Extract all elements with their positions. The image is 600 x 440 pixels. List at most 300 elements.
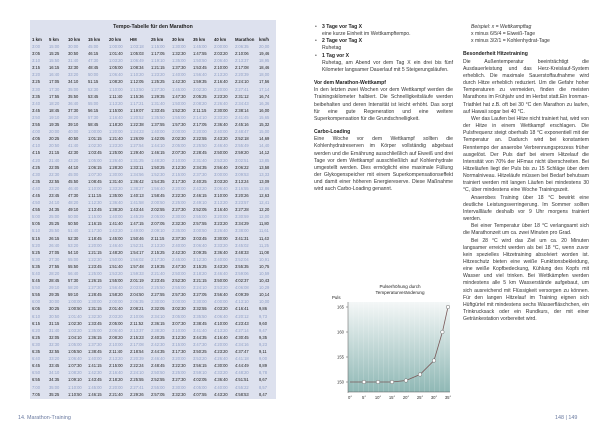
table-cell: 22:05 bbox=[49, 164, 60, 170]
table-cell: 2:11:52 bbox=[130, 320, 144, 326]
table-cell: 2:48:45 bbox=[151, 363, 165, 369]
table-cell: 1:49:00 bbox=[130, 228, 144, 234]
table-cell: 3:03:20 bbox=[214, 178, 228, 184]
table-cell: 25:50 bbox=[49, 228, 60, 234]
table-cell: 57:30 bbox=[88, 114, 99, 120]
table-cell: 3:03:45 bbox=[193, 235, 207, 241]
table-cell: 1:34:56 bbox=[130, 171, 144, 177]
table-cell: 32:05 bbox=[49, 334, 60, 340]
table-cell: 1:37:55 bbox=[151, 122, 165, 128]
y-axis-label: Puls bbox=[332, 295, 341, 300]
table-cell: 3:05 bbox=[32, 51, 40, 57]
table-cell: 2:44:35 bbox=[151, 349, 165, 355]
table-cell: 2:30:00 bbox=[172, 214, 186, 220]
table-row bbox=[32, 57, 274, 64]
table-cell: 3:09:53 bbox=[235, 171, 249, 177]
table-cell: 10,29 bbox=[259, 285, 270, 291]
table-cell: 56:40 bbox=[68, 271, 79, 276]
table-cell: 11,80 bbox=[259, 221, 269, 227]
table-cell: 1:03:20 bbox=[68, 327, 82, 333]
table-cell: 1:52:30 bbox=[151, 171, 165, 177]
paragraph: Die Außentemperatur beeinträchtigt die Ausdauerleistung und das Herz-Kreislauf-System erheblich. Die maximale Sauerstoffaufnahme wird durch Hitze erheblich reduziert. Um die Gefahr hoher Temperaturen zu vermeiden, finden die meisten Marathons im Frühjahr und im Herbst statt.Ein Ironman-Triathlet hat z.B. oft bei 30 °C den Marathon zu laufen, auf Hawaii sogar bei 40 °C. bbox=[463, 58, 589, 115]
table-cell: 3:23:57 bbox=[235, 200, 249, 206]
y-tick-label: 150 bbox=[337, 379, 344, 385]
table-cell: 1:40:13 bbox=[130, 192, 144, 198]
table-cell: 4:20:12 bbox=[235, 313, 249, 319]
table-cell: 29:10 bbox=[49, 285, 60, 291]
table-cell: 1:42:30 bbox=[88, 370, 102, 376]
table-cell: 46:40 bbox=[68, 185, 79, 191]
table-cell: 2:37:30 bbox=[172, 235, 186, 241]
column-header: 20 km bbox=[109, 36, 122, 42]
table-cell: 2:40:00 bbox=[214, 129, 228, 135]
column-header: 15 km bbox=[88, 36, 101, 42]
table-cell: 4:06:40 bbox=[214, 313, 228, 319]
table-cell: 4:05:00 bbox=[193, 384, 207, 390]
table-cell: 1:12:05 bbox=[130, 79, 144, 85]
table-cell: 2:17:08 bbox=[235, 65, 249, 71]
table-cell: 26:15 bbox=[49, 235, 60, 241]
data-point-marker bbox=[404, 379, 408, 383]
middle-column bbox=[314, 24, 453, 193]
table-cell: 25:00 bbox=[49, 214, 60, 220]
y-tick-label: 155 bbox=[337, 354, 344, 360]
table-cell: 4:34:16 bbox=[235, 341, 249, 347]
table-cell: 1:36:15 bbox=[88, 334, 102, 340]
table-cell: 1:20:00 bbox=[109, 129, 123, 135]
table-cell: 2:10:06 bbox=[130, 313, 144, 319]
table-cell: 20:50 bbox=[49, 143, 60, 149]
table-cell: 3:33:20 bbox=[214, 242, 228, 248]
table-cell: 16,00 bbox=[259, 107, 270, 113]
table-cell: 22:30 bbox=[49, 171, 60, 177]
table-cell: 1:21:40 bbox=[109, 136, 123, 142]
table-cell: 2:21:40 bbox=[109, 391, 123, 397]
table-cell: 48:45 bbox=[88, 65, 99, 71]
table-cell: 27:30 bbox=[49, 256, 60, 262]
table-cell: 1:37:30 bbox=[172, 65, 186, 71]
table-cell: 9,86 bbox=[259, 306, 267, 312]
table-cell: 2:57:30 bbox=[172, 292, 186, 298]
table-cell: 1:51:40 bbox=[109, 263, 123, 269]
chart-title: Temperaturveränderung bbox=[375, 290, 425, 295]
table-cell: 59:10 bbox=[68, 292, 79, 298]
x-tick-label: 5° bbox=[361, 395, 367, 400]
table-cell: 3:36:40 bbox=[214, 249, 228, 255]
table-cell: 1:01:40 bbox=[109, 51, 123, 57]
table-cell: 1:47:15 bbox=[130, 221, 144, 227]
table-cell: 4:30 bbox=[32, 171, 40, 177]
table-cell: 2:05:25 bbox=[193, 93, 207, 99]
table-cell: 2:33:20 bbox=[214, 114, 228, 120]
table-cell: 1:03:18 bbox=[130, 44, 144, 49]
table-cell: 1:52:30 bbox=[172, 107, 186, 113]
table-cell: 1:26:09 bbox=[130, 136, 144, 142]
table-cell: 3:13:20 bbox=[214, 200, 228, 206]
table-cell: 1:11:15 bbox=[88, 192, 102, 198]
table-cell: 1:45:00 bbox=[193, 44, 207, 49]
table-cell: 17,14 bbox=[259, 86, 270, 92]
table-cell: 2:20:00 bbox=[193, 129, 207, 135]
pulse-temperature-chart bbox=[330, 282, 455, 402]
table-cell: 1:16:15 bbox=[88, 221, 102, 227]
table-cell: 4:27:14 bbox=[235, 327, 249, 333]
table-cell: 4:33:20 bbox=[214, 370, 228, 376]
table-cell: 4:45 bbox=[32, 192, 40, 198]
table-cell: 1:56:40 bbox=[193, 72, 207, 78]
data-point-marker bbox=[432, 359, 436, 363]
example-line: Beispiel: x = Wettkampftag bbox=[471, 24, 532, 30]
table-cell: 1:08:20 bbox=[68, 370, 82, 376]
bullet-text: Ruhetag bbox=[322, 45, 342, 52]
table-cell: 2:57:05 bbox=[151, 391, 165, 397]
table-cell: 2:20:00 bbox=[214, 86, 228, 92]
table-cell: 2:13:20 bbox=[151, 242, 165, 248]
table-cell: 18,00 bbox=[259, 72, 270, 78]
table-cell: 3:20 bbox=[32, 72, 40, 78]
table-cell: 2:13:37 bbox=[130, 327, 144, 333]
x-tick-label: 10° bbox=[374, 395, 382, 400]
table-cell: 8,67 bbox=[259, 377, 267, 383]
table-cell: 33:20 bbox=[68, 72, 79, 78]
table-cell: 21:15 bbox=[49, 150, 60, 156]
table-cell: 4:02:37 bbox=[235, 278, 249, 284]
table-cell: 58:20 bbox=[68, 285, 79, 291]
table-cell: 1:06:40 bbox=[109, 72, 123, 78]
table-cell: 3:12:30 bbox=[172, 334, 186, 340]
table-cell: 3:02:30 bbox=[172, 306, 186, 312]
table-cell: 1:59:33 bbox=[130, 271, 144, 276]
table-cell: 1:45:00 bbox=[109, 235, 123, 241]
table-cell: 5:45 bbox=[32, 278, 40, 284]
table-cell: 2:05:00 bbox=[151, 214, 165, 220]
table-cell: 3:30:00 bbox=[172, 384, 186, 390]
bullet-item bbox=[314, 24, 453, 38]
table-cell: 2:17:30 bbox=[151, 256, 165, 262]
table-row bbox=[32, 86, 274, 93]
table-cell: 2:38:20 bbox=[151, 327, 165, 333]
table-cell: 1:16:40 bbox=[109, 114, 123, 120]
table-cell: 2:34:35 bbox=[193, 164, 207, 170]
table-cell: 25:25 bbox=[49, 221, 60, 227]
table-cell: 1:48:20 bbox=[109, 249, 123, 255]
table-cell: 49:10 bbox=[68, 207, 79, 213]
table-cell: 12,20 bbox=[259, 207, 270, 213]
table-cell: 12,41 bbox=[259, 200, 270, 206]
table-cell: 4:03:20 bbox=[214, 306, 228, 312]
table-cell: 2:13:20 bbox=[214, 72, 228, 78]
table-cell: 3:25 bbox=[32, 79, 40, 85]
table-cell: 2:43:20 bbox=[193, 185, 207, 191]
table-cell: 3:40 bbox=[32, 100, 40, 106]
table-cell: 1:41:15 bbox=[88, 363, 102, 369]
table-cell: 15,32 bbox=[259, 122, 270, 128]
table-cell: 3:38:00 bbox=[235, 228, 249, 234]
table-cell: 1:35:50 bbox=[151, 114, 165, 120]
table-cell: 2:22:55 bbox=[193, 136, 207, 142]
table-cell: 36:40 bbox=[68, 100, 79, 106]
table-cell: 4:00:00 bbox=[214, 299, 228, 305]
table-cell: 1:12:30 bbox=[88, 200, 102, 206]
table-cell: 2:48:47 bbox=[235, 129, 249, 135]
table-cell: 1:43:44 bbox=[130, 207, 144, 213]
table-cell: 1:58:45 bbox=[151, 192, 165, 198]
table-row bbox=[32, 114, 274, 121]
table-cell: 3:55:35 bbox=[235, 263, 249, 269]
table-cell: 47:30 bbox=[68, 192, 79, 198]
table-cell: 2:10:00 bbox=[214, 65, 228, 71]
table-cell: 3:41:40 bbox=[193, 327, 207, 333]
table-cell: 1:31:15 bbox=[88, 306, 102, 312]
table-cell: 1:23:45 bbox=[88, 263, 102, 269]
table-cell: 16:40 bbox=[49, 72, 60, 78]
table-cell: 57:30 bbox=[68, 278, 79, 284]
table-row bbox=[32, 391, 274, 398]
table-cell: 3:59:06 bbox=[235, 271, 249, 276]
chart-title: Pulserhöhung durch bbox=[379, 284, 421, 289]
example-line: x minus 3/2/1 = Kohlenhydrat-Tage bbox=[471, 38, 550, 45]
table-cell: 1:57:30 bbox=[172, 122, 186, 128]
table-cell: 3:32:30 bbox=[172, 391, 186, 397]
column-header: 5 km bbox=[49, 36, 59, 42]
table-cell: 4:02:05 bbox=[193, 377, 207, 383]
table-cell: 5:40 bbox=[32, 271, 40, 276]
table-cell: 56:15 bbox=[88, 107, 99, 113]
table-cell: 11,43 bbox=[259, 235, 269, 241]
table-cell: 2:12:30 bbox=[172, 164, 186, 170]
table-row bbox=[32, 227, 274, 234]
table-row bbox=[32, 305, 274, 312]
table-cell: 2:07:05 bbox=[151, 221, 165, 227]
table-cell: 3:00:00 bbox=[214, 171, 228, 177]
table-cell: 1:58:20 bbox=[109, 292, 123, 298]
table-cell: 2:10:06 bbox=[235, 51, 249, 57]
table-cell: 1:33:20 bbox=[109, 185, 123, 191]
table-cell: 50:00 bbox=[68, 214, 79, 220]
table-cell: 2:21:40 bbox=[151, 271, 165, 276]
table-body bbox=[32, 43, 274, 398]
table-cell: 4:40 bbox=[32, 185, 40, 191]
table-cell: 3:06:40 bbox=[193, 242, 207, 248]
table-cell: 1:05:50 bbox=[68, 349, 82, 355]
table-cell: 13,58 bbox=[259, 164, 270, 170]
table-cell: 2:13:20 bbox=[109, 356, 123, 362]
table-row bbox=[32, 277, 274, 284]
table-cell: 1:08:20 bbox=[109, 79, 123, 85]
table-cell: 18,95 bbox=[259, 58, 270, 64]
table-cell: 58:45 bbox=[88, 122, 99, 128]
table-cell: 31:15 bbox=[49, 320, 60, 326]
table-cell: 2:38:14 bbox=[235, 107, 249, 113]
table-cell: 1:19:10 bbox=[151, 58, 165, 64]
table-cell: 6:10 bbox=[32, 313, 40, 319]
table-cell: 2:52:30 bbox=[172, 278, 186, 284]
table-cell: 4:50 bbox=[32, 200, 40, 206]
table-cell: 10,59 bbox=[259, 271, 270, 276]
table-cell: 6:05 bbox=[32, 306, 40, 312]
table-cell: 3:55 bbox=[32, 122, 40, 128]
table-cell: 3:21:15 bbox=[193, 278, 207, 284]
table-cell: 3:35:50 bbox=[193, 313, 207, 319]
table-cell: 5:35 bbox=[32, 263, 40, 269]
table-row bbox=[32, 348, 274, 355]
table-cell: 2:00:00 bbox=[214, 44, 228, 49]
table-cell: 2:41:45 bbox=[235, 114, 249, 120]
table-cell: 3:30:59 bbox=[235, 214, 249, 220]
table-cell: 2:32:30 bbox=[172, 221, 186, 227]
table-cell: 1:18:20 bbox=[109, 122, 123, 128]
table-cell: 1:35:00 bbox=[172, 58, 186, 64]
table-cell: 1:59:35 bbox=[193, 79, 207, 85]
table-cell: 4:55:22 bbox=[235, 384, 249, 390]
table-cell: 4:23:43 bbox=[235, 320, 249, 326]
table-cell: 1:15:00 bbox=[109, 107, 123, 113]
table-cell: 11,08 bbox=[259, 249, 269, 255]
table-cell: 3:38:45 bbox=[193, 320, 207, 326]
table-cell: 6:50 bbox=[32, 370, 40, 376]
table-cell: 3:53:20 bbox=[193, 356, 207, 362]
table-cell: 16,36 bbox=[259, 100, 270, 106]
table-cell: 1:17:05 bbox=[151, 51, 165, 57]
bullet-item bbox=[314, 53, 453, 74]
table-row bbox=[32, 206, 274, 213]
table-cell: 2:00:00 bbox=[109, 299, 123, 305]
table-cell: 2:24:10 bbox=[235, 79, 249, 85]
table-cell: 15:50 bbox=[49, 58, 60, 64]
table-cell: 2:27:55 bbox=[151, 292, 165, 298]
example-line: x minus 6/5/4 = Eiweiß-Tage bbox=[471, 31, 536, 38]
table-cell: 1:17:21 bbox=[130, 100, 144, 106]
table-row bbox=[32, 270, 274, 277]
table-cell: 5:50 bbox=[32, 285, 40, 291]
table-cell: 1:07:30 bbox=[88, 171, 102, 177]
table-cell: 2:35:00 bbox=[172, 228, 186, 234]
table-cell: 3:23:20 bbox=[214, 221, 228, 227]
table-row bbox=[32, 291, 274, 298]
table-cell: 2:17:30 bbox=[172, 178, 186, 184]
table-cell: 3:10:00 bbox=[172, 327, 186, 333]
table-row bbox=[32, 284, 274, 291]
table-cell: 6:30 bbox=[32, 341, 40, 347]
table-cell: 4:26:40 bbox=[214, 356, 228, 362]
table-cell: 30:00 bbox=[49, 299, 60, 305]
table-cell: 3:06:40 bbox=[214, 185, 228, 191]
table-cell: 53:20 bbox=[68, 242, 79, 248]
table-cell: 1:10:00 bbox=[68, 384, 82, 390]
table-row bbox=[32, 235, 274, 242]
x-tick-label: 25° bbox=[416, 395, 424, 400]
table-cell: 2:36:15 bbox=[151, 320, 165, 326]
table-cell: 17,56 bbox=[259, 79, 270, 85]
table-row bbox=[32, 71, 274, 78]
table-cell: 1:24:23 bbox=[130, 129, 144, 135]
table-cell: 21:40 bbox=[49, 157, 60, 163]
table-cell: 2:24:10 bbox=[130, 370, 144, 376]
table-cell: 53:45 bbox=[88, 93, 99, 99]
table-cell: 9,00 bbox=[259, 356, 267, 362]
table-cell: 2:28:45 bbox=[193, 150, 207, 156]
table-cell: 2:25:50 bbox=[193, 143, 207, 149]
table-cell: 3:45 bbox=[32, 107, 40, 113]
table-cell: 2:31:40 bbox=[193, 157, 207, 163]
table-cell: 1:09:10 bbox=[68, 377, 82, 383]
table-cell: 4:20:00 bbox=[214, 341, 228, 347]
table-row bbox=[32, 185, 274, 192]
table-cell: 4:25 bbox=[32, 164, 40, 170]
table-cell: 1:19:07 bbox=[130, 107, 144, 113]
table-cell: 55:00 bbox=[68, 256, 79, 262]
table-cell: 4:06:08 bbox=[235, 285, 249, 291]
table-cell: 1:45:00 bbox=[172, 86, 186, 92]
table-cell: 2:11:15 bbox=[151, 235, 165, 241]
table-row bbox=[32, 199, 274, 206]
table-row bbox=[32, 263, 274, 270]
table-cell: 2:01:19 bbox=[130, 278, 144, 284]
table-cell: 52:30 bbox=[68, 235, 79, 241]
table-cell: 1:50:46 bbox=[130, 235, 144, 241]
table-cell: 1:23:20 bbox=[151, 72, 165, 78]
table-cell: 19:10 bbox=[49, 114, 60, 120]
table-cell: 1:56:40 bbox=[151, 185, 165, 191]
table-cell: 24:35 bbox=[49, 207, 60, 213]
table-cell: 3:26:40 bbox=[214, 228, 228, 234]
table-row bbox=[32, 242, 274, 249]
table-cell: 1:41:58 bbox=[130, 200, 144, 206]
table-cell: 1:38:45 bbox=[88, 349, 102, 355]
table-cell: 23:45 bbox=[49, 192, 60, 198]
table-row bbox=[32, 341, 274, 348]
table-cell: 8,78 bbox=[259, 370, 267, 376]
table-cell: 2:20:00 bbox=[172, 185, 186, 191]
table-cell: 2:55:49 bbox=[235, 143, 249, 149]
table-cell: 4:51:51 bbox=[235, 377, 249, 383]
table-cell: 3:46:40 bbox=[214, 271, 228, 276]
table-row bbox=[32, 376, 274, 383]
table-cell: 3:20:00 bbox=[172, 356, 186, 362]
table-cell: 19,46 bbox=[259, 51, 270, 57]
table-cell: 3:16:40 bbox=[214, 207, 228, 213]
table-cell: 11,25 bbox=[259, 242, 269, 248]
table-cell: 2:01:40 bbox=[109, 306, 123, 312]
table-cell: 1:27:54 bbox=[130, 143, 144, 149]
table-cell: 40:50 bbox=[68, 136, 79, 142]
table-row bbox=[32, 369, 274, 376]
table-cell: 1:37:30 bbox=[88, 341, 102, 347]
table-cell: 22:55 bbox=[49, 178, 60, 184]
table-cell: 18,46 bbox=[259, 65, 270, 71]
table-cell: 2:40:25 bbox=[193, 178, 207, 184]
table-cell: 2:27:30 bbox=[172, 207, 186, 213]
table-cell: 2:17:08 bbox=[130, 341, 144, 347]
table-cell: 10,14 bbox=[259, 292, 270, 298]
table-cell: 2:46:40 bbox=[214, 143, 228, 149]
table-row bbox=[32, 64, 274, 71]
table-cell: 2:42:30 bbox=[172, 249, 186, 255]
table-cell: 2:43:20 bbox=[214, 136, 228, 142]
table-cell: 3:53:20 bbox=[214, 285, 228, 291]
table-cell: 1:15:00 bbox=[88, 214, 102, 220]
table-cell: 1:33:45 bbox=[88, 320, 102, 326]
table-cell: 1:00:00 bbox=[109, 44, 123, 49]
table-cell: 1:20:52 bbox=[130, 114, 144, 120]
table-cell: 2:47:30 bbox=[172, 263, 186, 269]
table-cell: 4:55 bbox=[32, 207, 40, 213]
table-cell: 2:34:10 bbox=[151, 313, 165, 319]
table-cell: 1:40:00 bbox=[109, 214, 123, 220]
table-cell: 4:23:20 bbox=[214, 349, 228, 355]
bullet-text: Ruhetag, am Abend vor dem Tag X ein drei bis fünf Kilometer langsamer Dauerlauf mit 5 Steigerungsläufen. bbox=[322, 59, 453, 73]
table-cell: 4:16:40 bbox=[214, 334, 228, 340]
